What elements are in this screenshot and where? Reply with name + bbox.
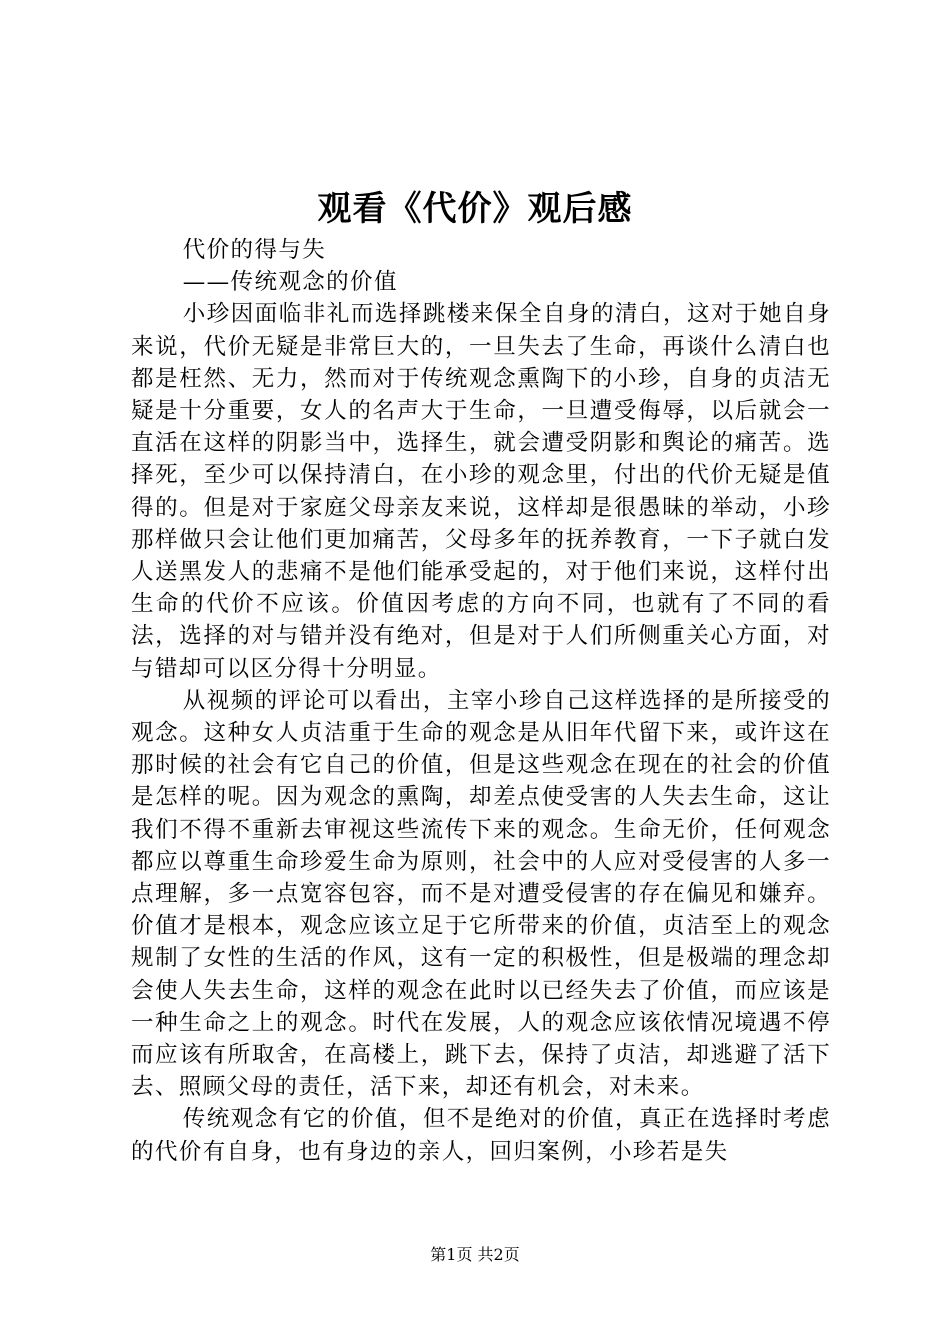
document-title: 观看《代价》观后感 xyxy=(317,189,633,229)
paragraph-2: 从视频的评论可以看出，主宰小珍自己这样选择的是所接受的观念。这种女人贞洁重于生命的观念是从旧年代留下来，或许这在那时候的社会有它自己的价值，但是这些观念在现在的社会的价值是怎样的呢。因为观念的熏陶，却差点使受害的人失去生命，这让我们不得不重新去审视这些流传下来的观念。生命无价，任何观念都应以尊重生命珍爱生命为原则，社会中的人应对受侵害的人多一点理解，多一点宽容包容，而不是对遭受侵害的存在偏见和嫌弃。价值才是根本，观念应该立足于它所带来的价值，贞洁至上的观念规制了女性的生活的作风，这有一定的积极性，但是极端的理念却会使人失去生命，这样的观念在此时以已经失去了价值，而应该是一种生命之上的观念。时代在发展，人的观念应该依情况境遇不停而应该有所取舍，在高楼上，跳下去，保持了贞洁，却逃避了活下去、照顾父母的责任，活下来，却还有机会，对未来。 xyxy=(131,687,831,1101)
paragraph-3: 传统观念有它的价值，但不是绝对的价值，真正在选择时考虑的代价有自身，也有身边的亲人，回归案例，小珍若是失 xyxy=(131,1106,831,1165)
document-body xyxy=(131,234,831,1168)
paragraph-1: 小珍因面临非礼而选择跳楼来保全自身的清白，这对于她自身来说，代价无疑是非常巨大的，一旦失去了生命，再谈什么清白也都是枉然、无力，然而对于传统观念熏陶下的小珍，自身的贞洁无疑是十分重要，女人的名声大于生命，一旦遭受侮辱，以后就会一直活在这样的阴影当中，选择生，就会遭受阴影和舆论的痛苦。选择死，至少可以保持清白，在小珍的观念里，付出的代价无疑是值得的。但是对于家庭父母亲友来说，这样却是很愚昧的举动，小珍那样做只会让他们更加痛苦，父母多年的抚养教育，一下子就白发人送黑发人的悲痛不是他们能承受起的，对于他们来说，这样付出生命的代价不应该。价值因考虑的方向不同，也就有了不同的看法，选择的对与错并没有绝对，但是对于人们所侧重关心方面，对与错却可以区分得十分明显。 xyxy=(131,301,831,682)
subtitle-line-1: 代价的得与失 xyxy=(182,237,327,263)
page-number-footer: 第1页 共2页 xyxy=(430,1245,520,1264)
subtitle-line-2: ——传统观念的价值 xyxy=(182,269,398,296)
